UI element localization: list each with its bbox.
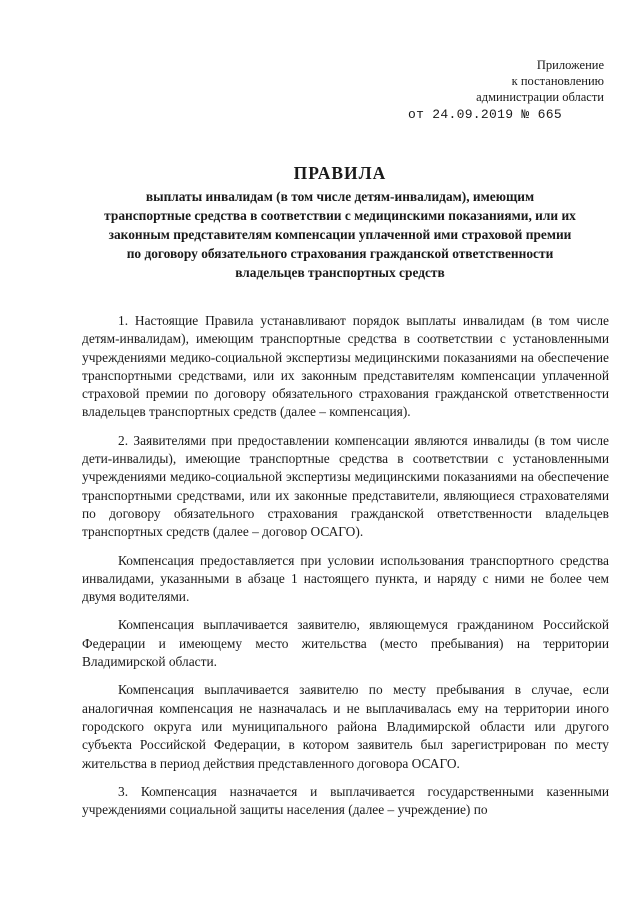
order-date-number: от 24.09.2019 № 665 <box>408 107 562 122</box>
title-subtitle-line: законным представителям компенсации уплаченной ими страховой премии <box>108 227 572 242</box>
annex-line: Приложение <box>536 58 604 72</box>
title-subtitle-line: по договору обязательного страхования гражданской ответственности <box>126 246 554 261</box>
paragraph-1: 1. Настоящие Правила устанавливают порядок выплаты инвалидам (в том числе детям-инвалидам), имеющим транспортные средства в соответствии с установленными учреждениями медико-социальной экспертизы медицинскими показаниями на обеспечение транспортными средствами, или их законным представителям компенсации уплаченной страховой премии по договору обязательного страхования гражданской ответственности владельцев транспортных средств (далее – компенсация). <box>82 313 609 420</box>
title-subtitle-line: транспортные средства в соответствии с медицинскими показаниями, или их <box>104 208 576 223</box>
paragraph-2-citizenship: Компенсация выплачивается заявителю, являющемуся гражданином Российской Федерации и имеющему место жительства (место пребывания) на территории Владимирской области. <box>82 617 609 670</box>
document-title <box>70 163 610 282</box>
annex-line: к постановлению <box>511 74 604 88</box>
annex-line: администрации области <box>476 90 604 104</box>
title-subtitle-line: владельцев транспортных средств <box>235 265 445 280</box>
paragraph-2-condition: Компенсация предоставляется при условии использования транспортного средства инвалидами, указанными в абзаце 1 настоящего пункта, и наряду с ними не более чем двумя водителями. <box>82 552 609 605</box>
title-main: ПРАВИЛА <box>293 163 387 183</box>
paragraph-3: 3. Компенсация назначается и выплачивается государственными казенными учреждениями социальной защиты населения (далее – учреждение) по <box>82 783 609 818</box>
document-body <box>82 312 609 826</box>
annex-block <box>476 57 604 105</box>
title-subtitle-line: выплаты инвалидам (в том числе детям-инвалидам), имеющим <box>145 189 535 204</box>
paragraph-2: 2. Заявителями при предоставлении компенсации являются инвалиды (в том числе дети-инвалиды), имеющие транспортные средства в соответствии с установленными учреждениями медико-социальной экспертизы медицинскими показаниями на обеспечение транспортными средствами, или их законные представители, являющиеся страхователями по договору обязательного страхования гражданской ответственности владельцев транспортных средств (далее – договор ОСАГО). <box>82 432 609 540</box>
paragraph-2-stay: Компенсация выплачивается заявителю по месту пребывания в случае, если аналогичная компенсация не назначалась и не выплачивалась ему на территории иного городского округа или муниципального района Владимирской области или другого субъекта Российской Федерации, в котором заявитель был зарегистрирован по месту жительства в период действия представленного договора ОСАГО. <box>82 682 609 771</box>
